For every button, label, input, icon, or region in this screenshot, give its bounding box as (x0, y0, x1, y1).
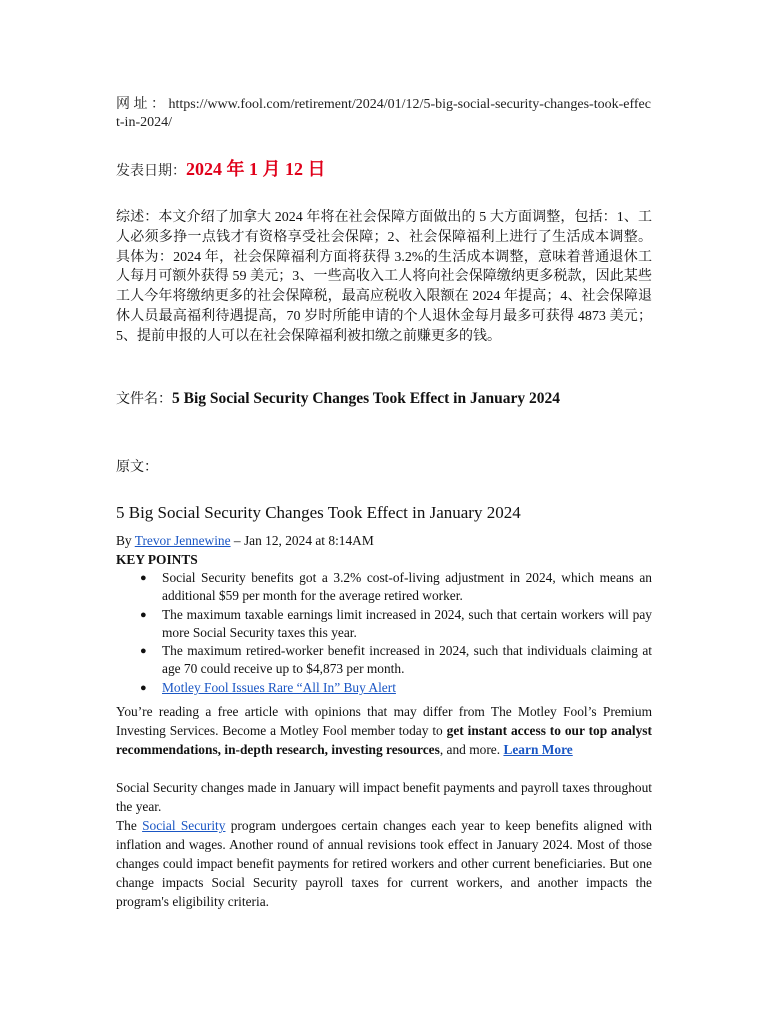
promo-paragraph (116, 702, 652, 759)
body-paragraph-3 (116, 816, 652, 911)
byline-date: – Jan 12, 2024 at 8:14AM (230, 533, 374, 548)
bullet-icon: ● (140, 608, 147, 621)
byline (116, 532, 652, 550)
list-item (116, 569, 652, 606)
bullet-text: Social Security benefits got a 3.2% cost-of-living adjustment in 2024, which means an additional $59 per month for the average retired worker. (162, 570, 652, 604)
learn-more-link[interactable]: Learn More (503, 742, 573, 757)
list-item (116, 679, 652, 697)
url-line (116, 96, 652, 132)
bullet-text: The maximum retired-worker benefit increased in 2024, such that individuals claiming at age 70 could receive up to $4,873 per month. (162, 643, 652, 677)
para3-prefix: The (116, 818, 143, 833)
list-item (116, 642, 652, 679)
file-label: 文件名： (116, 392, 172, 407)
bullet-icon: ● (140, 572, 147, 584)
summary-paragraph: 综述：本文介绍了加拿大 2024 年将在社会保障方面做出的 5 大方面调整，包括：1、工人必须多挣一点钱才有资格享受社会保障；2、社会保障福利上进行了生活成本调整。具体为：2024 年，社会保障福利方面将获得 3.2%的生活成本调整，意味着普通退休工人每月可额外获得 59 美元；3、一些高收入工人将向社会保障缴纳更多税款，因此某些工人今年将缴纳更多的社会保障税，最高应税收入限额在 2024 年提高；4、社会保障退休人员最高福利待遇提高，70 岁时所能申请的个人退休金每月最多可获得 4873 美元；5、提前申报的人可以在社会保障福利被扣缴之前赚更多的钱。 (116, 210, 652, 344)
article-title: 5 Big Social Security Changes Took Effect in January 2024 (116, 503, 521, 522)
by-prefix: By (116, 533, 135, 548)
para3-text: program undergoes certain changes each year to keep benefits aligned with inflation and wages. Another round of annual revisions took effect in January 2024. Most of those changes could impact benefit payments for retired workers and other current beneficiaries. But one change impacts Social Security payroll taxes for current workers, and another impacts the program's eligibility criteria. (116, 818, 652, 909)
author-link[interactable]: Trevor Jennewine (134, 533, 231, 548)
bullet-icon: ● (140, 645, 147, 658)
promo-text: You’re reading a free article with opinions that may differ from The Motley Fool’s Premium Investing Services. Become a Motley Fool member today to (116, 704, 652, 738)
list-item (116, 606, 652, 643)
social-security-link[interactable]: Social Security (142, 818, 226, 833)
original-label: 原文： (116, 460, 158, 475)
source-url: https://www.fool.com/retirement/2024/01/12/5-big-social-security-changes-took-effect-in-2024/ (116, 97, 651, 130)
bullet-icon: ● (140, 681, 147, 694)
key-points-list (116, 569, 652, 697)
publish-date: 2024 年 1 月 12 日 (186, 159, 326, 179)
url-label: 网 址 ： (116, 97, 165, 112)
buy-alert-link[interactable]: Motley Fool Issues Rare “All In” Buy Alert (162, 679, 396, 695)
file-name-line (116, 388, 652, 408)
file-name: 5 Big Social Security Changes Took Effect in January 2024 (172, 390, 560, 407)
date-line (116, 160, 652, 181)
body-paragraph-2: Social Security changes made in January will impact benefit payments and payroll taxes throughout the year. (116, 780, 652, 814)
bullet-text: The maximum taxable earnings limit increased in 2024, such that certain workers will pay more Social Security taxes this year. (162, 606, 652, 640)
promo-text-2: , and more. (439, 742, 504, 757)
date-label: 发表日期： (116, 164, 186, 179)
key-points-heading: KEY POINTS (116, 552, 198, 567)
promo-bold: get instant access to our top analyst recommendations, in-depth research, investing resources (116, 723, 652, 757)
